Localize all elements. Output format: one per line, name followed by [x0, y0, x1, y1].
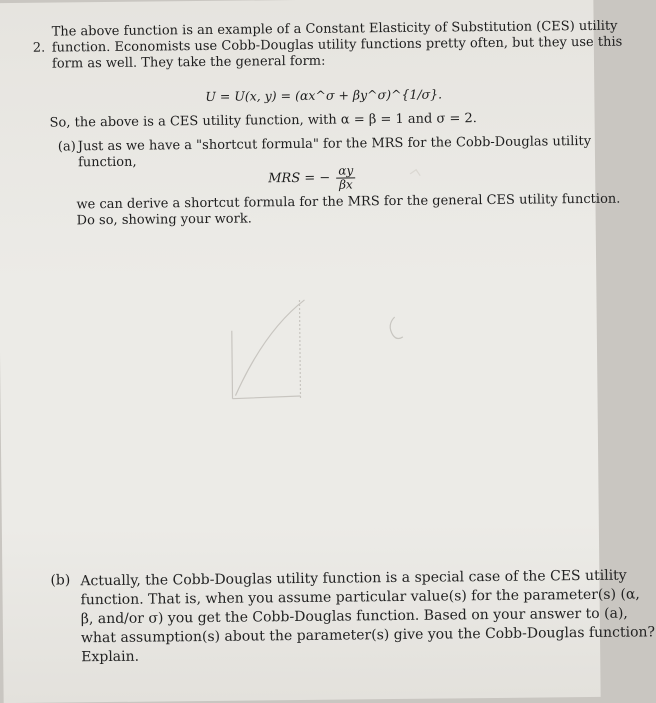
part-b-line: β, and/or σ) you get the Cobb-Douglas function. Based on your answer to (a), — [80, 605, 628, 628]
mrs-lhs: MRS = − — [268, 170, 331, 187]
question-intro — [52, 19, 623, 73]
part-b-text — [80, 566, 655, 667]
part-b-line: Actually, the Cobb-Douglas utility function is a special case of the CES utility — [80, 567, 627, 590]
part-b-line: function. That is, when you assume particular value(s) for the parameter(s) (α, — [80, 586, 640, 609]
so-line: So, the above is a CES utility function, with α = β = 1 and σ = 2. — [49, 111, 477, 131]
part-a-label: (a) — [57, 139, 76, 155]
mrs-denominator: βx — [338, 177, 353, 192]
part-b-label: (b) — [50, 572, 71, 589]
part-a-instructions — [76, 192, 620, 230]
intro-line: function. Economists use Cobb-Douglas utility functions pretty often, but they use this — [51, 34, 623, 56]
part-b-line: Explain. — [81, 648, 140, 666]
part-a-after-line: Do so, showing your work. — [76, 211, 252, 229]
part-a-line: function, — [77, 154, 137, 171]
mrs-numerator: αy — [336, 164, 355, 178]
part-a-line: Just as we have a "shortcut formula" for the MRS for the Cobb-Douglas utility — [77, 133, 592, 155]
mrs-fraction — [336, 164, 355, 191]
question-number: 2. — [32, 40, 46, 56]
part-b-line: what assumption(s) about the parameter(s) give you the Cobb-Douglas function? — [80, 624, 656, 647]
mrs-formula — [268, 164, 355, 192]
intro-line: The above function is an example of a Constant Elasticity of Substitution (CES) utility — [51, 18, 618, 40]
intro-line: form as well. They take the general form: — [51, 53, 326, 72]
part-a-after-line: we can derive a shortcut formula for the MRS for the general CES utility function. — [76, 191, 621, 213]
general-form-equation: U = U(x, y) = (αx^σ + βy^σ)^{1/σ}. — [205, 86, 443, 104]
